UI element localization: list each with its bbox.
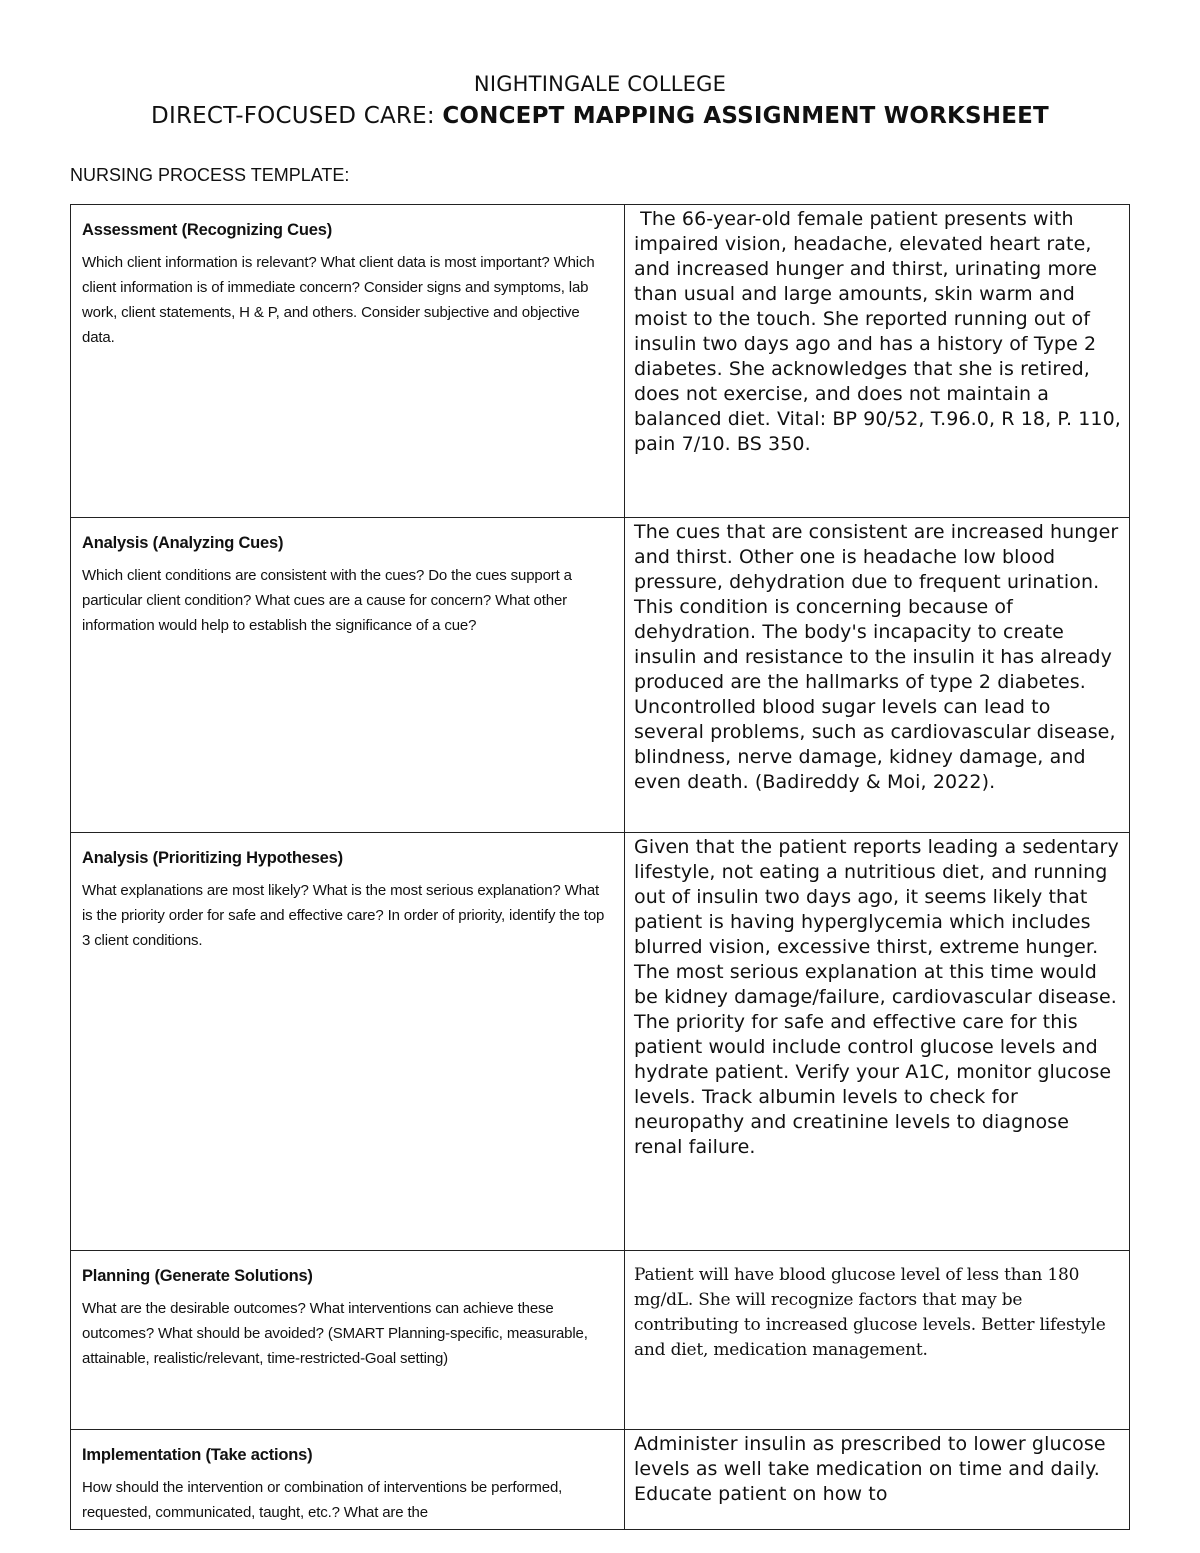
college-title: NIGHTINGALE COLLEGE [473,72,727,96]
table-row-planning [71,1251,1130,1430]
row-prompt-analyzing-cues: Which client conditions are consistent with the cues? Do the cues support a particular client condition? What cues are a cause for concern? What other information would help to establish the significance of a cue? [82,567,572,634]
table-row-prioritizing [71,833,1130,1251]
answer-cell-prioritizing[interactable] [625,833,1130,1251]
worksheet-title-prefix: DIRECT-FOCUSED CARE: [151,103,443,129]
table-row-assessment [71,205,1130,518]
row-prompt-assessment: Which client information is relevant? What client data is most important? Which client information is of immediate concern? Consider signs and symptoms, lab work, client statements, H & P, and others. Consider subjective and objective data. [82,254,595,346]
answer-cell-analyzing-cues[interactable] [625,518,1130,833]
row-prompt-planning: What are the desirable outcomes? What interventions can achieve these outcomes? What should be avoided? (SMART Planning-specific, measurable, attainable, realistic/relevant, time-restricted-Goal setting) [82,1300,588,1367]
row-prompt-implementation: How should the intervention or combination of interventions be performed, requested, communicated, taught, etc.? What are the [82,1479,563,1521]
worksheet-title-bold: CONCEPT MAPPING ASSIGNMENT WORKSHEET [442,103,1049,129]
row-answer-implementation: Administer insulin as prescribed to lower glucose levels as well take medication on time and daily. Educate patient on how to [634,1433,1106,1505]
row-heading-assessment: Assessment (Recognizing Cues) [82,221,333,239]
answer-cell-assessment[interactable] [625,205,1130,518]
question-cell-assessment [71,205,625,518]
row-heading-analyzing-cues: Analysis (Analyzing Cues) [82,534,284,552]
table-row-analyzing-cues [71,518,1130,833]
question-cell-prioritizing [71,833,625,1251]
row-answer-prioritizing: Given that the patient reports leading a sedentary lifestyle, not eating a nutritious diet, and running out of insulin two days ago, it seems likely that patient is having hyperglycemia which includes blurred vision, excessive thirst, extreme hunger. The most serious explanation at this time would be kidney damage/failure, cardiovascular disease. The priority for safe and effective care for this patient would include control glucose levels and hydrate patient. Verify your A1C, monitor glucose levels. Track albumin levels to check for neuropathy and creatinine levels to diagnose renal failure. [634,836,1119,1158]
table-row-implementation [71,1430,1130,1530]
answer-cell-planning[interactable] [625,1251,1130,1430]
row-prompt-prioritizing: What explanations are most likely? What is the most serious explanation? What is the priority order for safe and effective care? In order of priority, identify the top 3 client conditions. [82,882,605,949]
question-cell-implementation [71,1430,625,1530]
row-heading-planning: Planning (Generate Solutions) [82,1267,313,1285]
row-heading-implementation: Implementation (Take actions) [82,1446,313,1464]
answer-cell-implementation[interactable] [625,1430,1130,1530]
template-label: NURSING PROCESS TEMPLATE: [70,165,350,185]
row-heading-prioritizing: Analysis (Prioritizing Hypotheses) [82,849,343,867]
worksheet-title [0,103,1200,129]
row-answer-planning: Patient will have blood glucose level of less than 180 mg/dL. She will recognize factors that may be contributing to increased glucose levels. Better lifestyle and diet, medication management. [634,1265,1106,1360]
question-cell-analyzing-cues [71,518,625,833]
question-cell-planning [71,1251,625,1430]
nursing-process-table [70,204,1130,1530]
row-answer-analyzing-cues: The cues that are consistent are increased hunger and thirst. Other one is headache low blood pressure, dehydration due to frequent urination. This condition is concerning because of dehydration. The body's incapacity to create insulin and resistance to the insulin it has already produced are the hallmarks of type 2 diabetes. Uncontrolled blood sugar levels can lead to several problems, such as cardiovascular disease, blindness, nerve damage, kidney damage, and even death. (Badireddy & Moi, 2022). [634,521,1119,793]
row-answer-assessment: The 66-year-old female patient presents with impaired vision, headache, elevated heart rate, and increased hunger and thirst, urinating more than usual and large amounts, skin warm and moist to the touch. She reported running out of insulin two days ago and has a history of Type 2 diabetes. She acknowledges that she is retired, does not exercise, and does not maintain a balanced diet. Vital: BP 90/52, T.96.0, R 18, P. 110, pain 7/10. BS 350. [634,208,1128,455]
